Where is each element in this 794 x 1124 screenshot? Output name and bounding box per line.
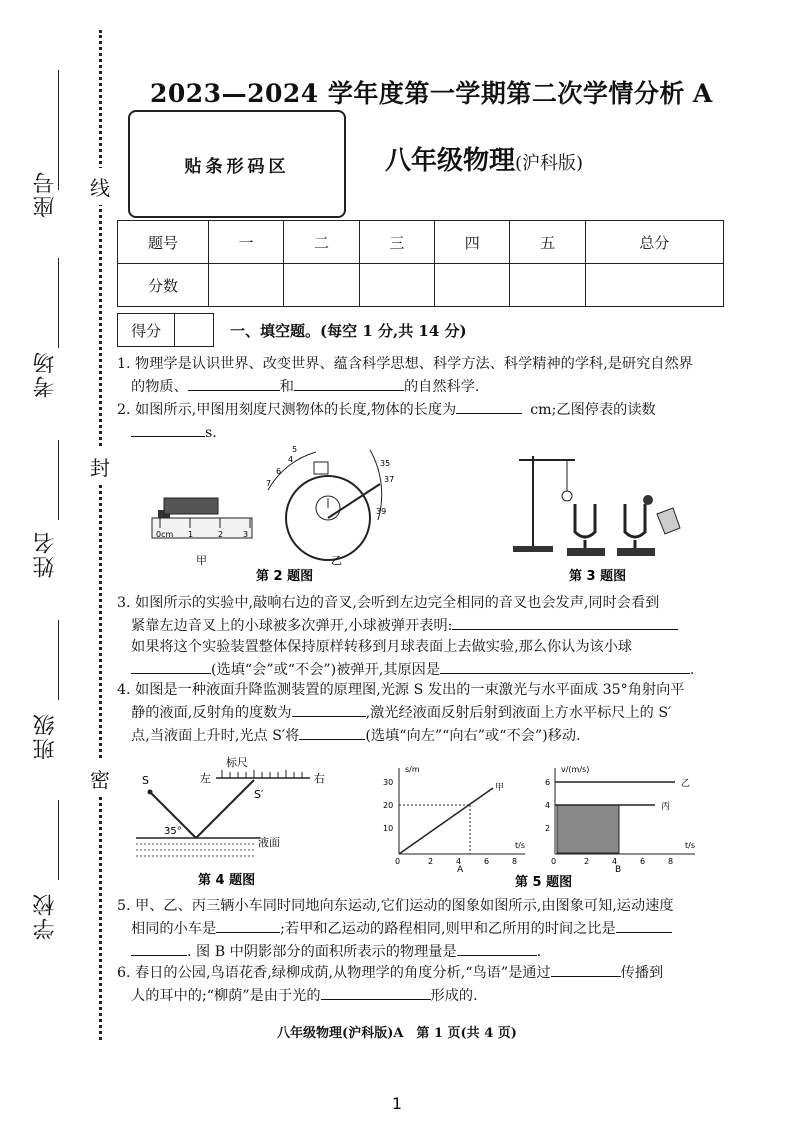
fig2-caption: 第 2 题图 (256, 569, 314, 584)
fig4-ruler-label: 标尺 (226, 756, 248, 769)
q5-text: ;若甲和乙运动的路程相同,则甲和乙所用的时间之比是 (280, 921, 616, 937)
q4-blank-2[interactable] (299, 724, 365, 740)
q5-blank-3[interactable] (457, 940, 537, 956)
graph-B-xtick: 2 (584, 857, 590, 866)
q1-blank-1[interactable] (188, 375, 280, 391)
dial-tick: 37 (384, 475, 395, 484)
q5-text: . (536, 944, 542, 960)
q4-text: 静的液面,反射角的度数为 (131, 705, 292, 721)
ruler-tick-label: 0cm (156, 530, 174, 539)
score-table-cell: 总分 (585, 221, 723, 264)
score-table-cell: 一 (209, 221, 284, 264)
exam-room-line (58, 258, 59, 348)
figure-2 (148, 440, 408, 584)
question-5 (117, 896, 727, 963)
graph-A-xtick: 4 (456, 857, 462, 866)
graph-B-series-1: 乙 (681, 779, 691, 789)
defen-input-cell[interactable] (175, 314, 214, 347)
graph-A-xtick: 8 (512, 857, 518, 866)
score-table-cell: 题号 (118, 221, 209, 264)
graph-B-ytick: 4 (545, 801, 551, 810)
q5-text: 相同的小车是 (131, 921, 217, 937)
ruler-tick-label: 3 (243, 530, 249, 539)
graph-B-ylabel: v/(m/s) (561, 765, 590, 774)
q4-text: ,激光经液面反射后射到液面上方水平标尺上的 S′ (365, 705, 672, 721)
fig4-caption: 第 4 题图 (198, 873, 256, 888)
graph-A-series: 甲 (495, 783, 505, 793)
graph-A-ytick: 10 (383, 824, 394, 833)
q5-text: . 图 B 中阴影部分的面积所表示的物理量是 (187, 944, 457, 960)
q6-text: 传播到 (620, 965, 664, 981)
q6-text: 6. 春日的公园,鸟语花香,绿柳成荫,从物理学的角度分析,“鸟语”是通过 (117, 965, 551, 981)
q6-blank-1[interactable] (551, 961, 621, 977)
figure-3 (505, 448, 705, 583)
q3-blank-3[interactable] (440, 658, 690, 674)
q1-text: 的自然科学. (403, 379, 480, 395)
score-input-cell[interactable] (585, 264, 723, 307)
class-label: 班级 (33, 712, 58, 760)
q3-text: . (690, 662, 695, 678)
dial-tick: 5 (292, 445, 298, 454)
version-mark: A (692, 79, 713, 108)
bind-line-char: 线 (90, 168, 110, 205)
score-table-cell: 分数 (118, 264, 209, 307)
graph-A-ylabel: s/m (405, 765, 420, 774)
stopwatch-yi (266, 445, 394, 567)
q3-line1: 3. 如图所示的实验中,敲响右边的音叉,会听到左边完全相同的音叉也会发声,同时会看到 (117, 595, 660, 611)
figure-5 (375, 760, 715, 894)
name-line (58, 440, 59, 520)
graph-B-label: B (615, 865, 622, 875)
score-input-cell[interactable] (284, 264, 359, 307)
graph-B-ytick: 6 (545, 778, 551, 787)
score-table-cell: 二 (284, 221, 359, 264)
graph-B-xtick: 0 (551, 857, 557, 866)
section-1-heading: 一、填空题。(每空 1 分,共 14 分) (230, 322, 467, 340)
fig4-angle-label: 35° (164, 826, 182, 837)
question-2 (117, 398, 727, 444)
score-input-cell[interactable] (435, 264, 510, 307)
q4-blank-1[interactable] (292, 701, 366, 717)
q6-text: 人的耳中的;“柳荫”是由于光的 (131, 988, 321, 1004)
school-label: 学校 (33, 892, 58, 940)
graph-B-xlabel: t/s (685, 841, 695, 850)
q1-text: 和 (279, 379, 294, 395)
school-line (58, 800, 59, 880)
q2-text: cm;乙图停表的读数 (530, 402, 656, 418)
seat-label: 座号 (33, 170, 58, 218)
q2-text: 2. 如图所示,甲图用刻度尺测物体的长度,物体的长度为 (117, 402, 457, 418)
graph-B-xtick: 6 (640, 857, 646, 866)
score-table-cell: 三 (359, 221, 434, 264)
score-table-header-row (118, 221, 724, 264)
page-footer: 八年级物理(沪科版)A 第 1 页(共 4 页) (277, 1026, 517, 1041)
q5-line1: 5. 甲、乙、丙三辆小车同时同地向东运动,它们运动的图象如图所示,由图象可知,运动速度 (117, 898, 674, 914)
q4-text: 点,当液面上升时,光点 S′将 (131, 728, 300, 744)
bind-secret-char: 密 (90, 760, 110, 797)
question-4 (117, 680, 727, 747)
exam-room-label: 考场 (33, 350, 58, 398)
question-6 (117, 961, 727, 1007)
dial-tick: 7 (266, 479, 272, 488)
q1-line1: 1. 物理学是认识世界、改变世界、蕴含科学思想、科学方法、科学精神的学科,是研究自然界 (117, 356, 693, 372)
dial-tick: 4 (288, 455, 294, 464)
fig3-caption: 第 3 题图 (569, 569, 627, 584)
fig4-liquid-label: 液面 (258, 836, 280, 849)
graph-A-ytick: 30 (383, 778, 394, 787)
question-3 (117, 593, 727, 681)
barcode-area: 贴条形码区 (128, 110, 346, 218)
exam-title: 2023—2024 学年度第一学期第二次学情分析 A (150, 79, 713, 108)
score-input-cell[interactable] (510, 264, 585, 307)
graph-B-series-2: 丙 (661, 802, 671, 812)
q5-blank-1[interactable] (216, 917, 280, 933)
defen-label: 得分 (118, 314, 175, 347)
subject-title: 八年级物理(沪科版) (385, 146, 584, 176)
fig2-yi-label: 乙 (331, 554, 342, 567)
q1-text: 的物质、 (131, 379, 188, 395)
figure-4 (130, 752, 350, 892)
score-table-cell: 四 (435, 221, 510, 264)
score-table-cell: 五 (510, 221, 585, 264)
ruler-jia (152, 498, 252, 567)
score-table-score-row (118, 264, 724, 307)
class-line (58, 620, 59, 700)
q6-text: 形成的. (430, 988, 478, 1004)
page-number: 1 (391, 1094, 403, 1113)
ruler-tick-label: 2 (218, 530, 224, 539)
dial-tick: 39 (376, 507, 387, 516)
ruler-tick-label: 1 (188, 530, 194, 539)
fig4-left-label: 左 (200, 772, 211, 785)
graph-B (545, 765, 695, 875)
question-1 (117, 354, 727, 398)
graph-B-ytick: 2 (545, 824, 551, 833)
q3-blank-2[interactable] (131, 658, 211, 674)
fig4-source-label: S (142, 774, 149, 787)
q1-blank-2[interactable] (294, 375, 404, 391)
name-label: 姓名 (33, 530, 58, 578)
q3-text: (选填“会”或“不会”)被弹开,其原因是 (211, 662, 441, 678)
q3-blank-1[interactable] (452, 614, 678, 630)
graph-A-xtick: 0 (395, 857, 401, 866)
graph-A (383, 765, 525, 875)
q6-blank-2[interactable] (321, 984, 431, 1000)
bind-seal-char: 封 (90, 448, 110, 485)
q4-text: (选填“向左”“向右”或“不会”)移动. (365, 728, 581, 744)
fig4-spot-label: S′ (254, 788, 264, 801)
q5-blank-2[interactable] (616, 917, 672, 933)
dial-tick: 35 (380, 459, 391, 468)
graph-A-xlabel: t/s (515, 841, 525, 850)
score-input-cell[interactable] (359, 264, 434, 307)
defen-box (117, 313, 214, 347)
fig2-jia-label: 甲 (196, 554, 207, 567)
fig4-right-label: 右 (314, 772, 325, 785)
graph-A-label: A (457, 865, 464, 875)
q2-blank-1[interactable] (456, 398, 522, 414)
q2-blank-2[interactable] (131, 421, 205, 437)
q4-line1: 4. 如图是一种液面升降监测装置的原理图,光源 S 发出的一束激光与水平面成 35°角射向平 (117, 682, 685, 698)
q2-text: s. (205, 425, 217, 441)
edition: (沪科版) (515, 153, 584, 174)
graph-B-xtick: 8 (668, 857, 674, 866)
score-table (117, 220, 724, 307)
fig5-caption: 第 5 题图 (515, 875, 573, 890)
score-input-cell[interactable] (209, 264, 284, 307)
q3-text: 紧靠左边音叉上的小球被多次弹开,小球被弹开表明: (131, 618, 453, 634)
graph-A-xtick: 6 (484, 857, 490, 866)
graph-B-xtick: 4 (612, 857, 618, 866)
graph-A-ytick: 20 (383, 801, 394, 810)
dial-tick: 6 (276, 467, 282, 476)
q5-blank-2-cont[interactable] (131, 940, 187, 956)
graph-A-xtick: 2 (428, 857, 434, 866)
q3-line3: 如果将这个实验装置整体保持原样转移到月球表面上去做实验,那么你认为该小球 (131, 639, 633, 655)
